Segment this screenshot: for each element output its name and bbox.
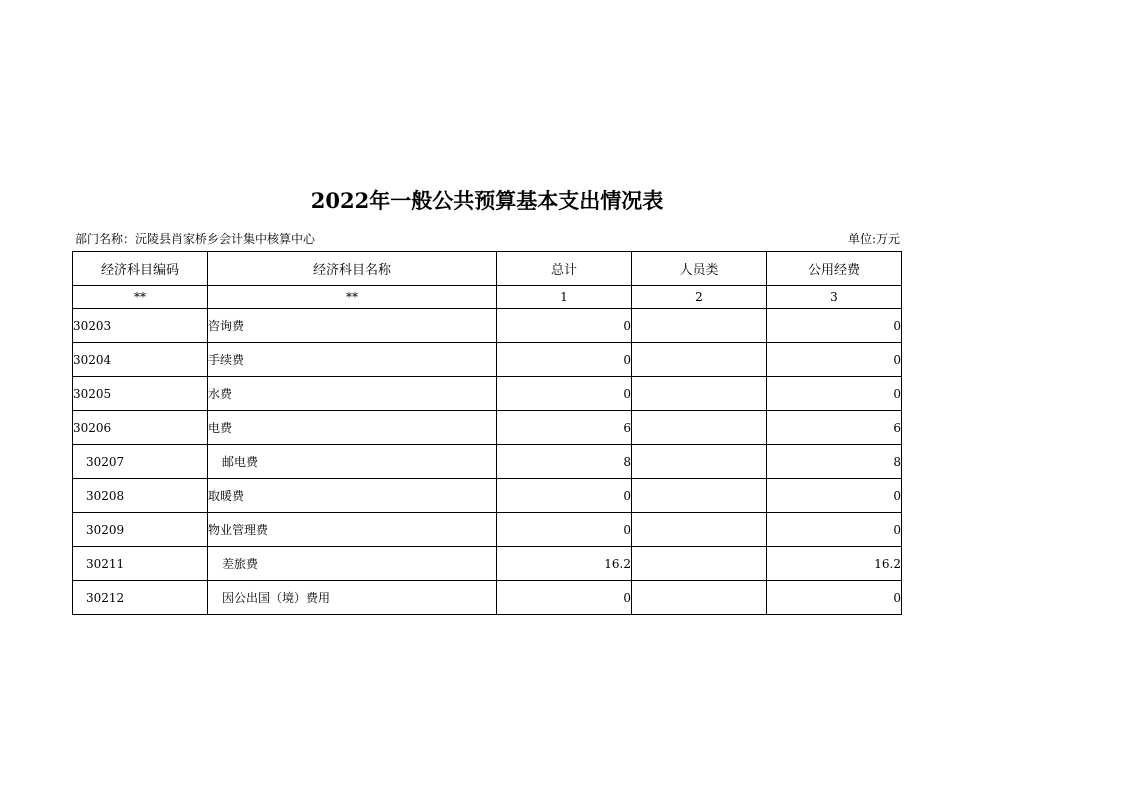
unit-label: 单位:万元 (847, 232, 900, 246)
total-cell: 0 (497, 479, 632, 513)
name-cell: 电费 (208, 411, 497, 445)
name-cell: 邮电费 (208, 445, 497, 479)
personnel-cell (632, 377, 767, 411)
personnel-cell (632, 479, 767, 513)
code-cell: 30205 (73, 377, 208, 411)
code-cell: 30212 (73, 581, 208, 615)
code-cell: 30203 (73, 309, 208, 343)
code-cell: 30206 (73, 411, 208, 445)
index-cell: 1 (497, 286, 632, 309)
public-cell: 8 (767, 445, 902, 479)
code-cell: 30209 (73, 513, 208, 547)
total-cell: 0 (497, 513, 632, 547)
index-cell: 2 (632, 286, 767, 309)
index-cell: 3 (767, 286, 902, 309)
code-cell: 30208 (73, 479, 208, 513)
department-name: 部门名称：沅陵县肖家桥乡会计集中核算中心 (75, 232, 316, 246)
personnel-cell (632, 547, 767, 581)
public-cell: 6 (767, 411, 902, 445)
name-cell: 水费 (208, 377, 497, 411)
column-header-public: 公用经费 (767, 252, 902, 286)
personnel-cell (632, 513, 767, 547)
public-cell: 0 (767, 479, 902, 513)
table-row (73, 377, 902, 411)
public-cell: 0 (767, 309, 902, 343)
table-row (73, 581, 902, 615)
public-cell: 0 (767, 377, 902, 411)
index-cell: ** (73, 286, 208, 309)
table-row (73, 343, 902, 377)
table-row (73, 411, 902, 445)
budget-table (72, 251, 902, 615)
code-cell: 30207 (73, 445, 208, 479)
public-cell: 16.2 (767, 547, 902, 581)
column-header-code: 经济科目编码 (73, 252, 208, 286)
personnel-cell (632, 445, 767, 479)
total-cell: 0 (497, 581, 632, 615)
table-index-row (73, 286, 902, 309)
total-cell: 6 (497, 411, 632, 445)
public-cell: 0 (767, 343, 902, 377)
name-cell: 手续费 (208, 343, 497, 377)
total-cell: 0 (497, 309, 632, 343)
column-header-total: 总计 (497, 252, 632, 286)
index-cell: ** (208, 286, 497, 309)
personnel-cell (632, 343, 767, 377)
table-row (73, 513, 902, 547)
table-row (73, 479, 902, 513)
page-title: 2022年一般公共预算基本支出情况表 (310, 188, 664, 213)
table-row (73, 547, 902, 581)
table-row (73, 309, 902, 343)
total-cell: 8 (497, 445, 632, 479)
name-cell: 咨询费 (208, 309, 497, 343)
column-header-personnel: 人员类 (632, 252, 767, 286)
personnel-cell (632, 581, 767, 615)
public-cell: 0 (767, 513, 902, 547)
code-cell: 30204 (73, 343, 208, 377)
personnel-cell (632, 411, 767, 445)
name-cell: 取暖费 (208, 479, 497, 513)
code-cell: 30211 (73, 547, 208, 581)
name-cell: 因公出国（境）费用 (208, 581, 497, 615)
total-cell: 16.2 (497, 547, 632, 581)
name-cell: 差旅费 (208, 547, 497, 581)
total-cell: 0 (497, 377, 632, 411)
table-row (73, 445, 902, 479)
total-cell: 0 (497, 343, 632, 377)
personnel-cell (632, 309, 767, 343)
column-header-name: 经济科目名称 (208, 252, 497, 286)
public-cell: 0 (767, 581, 902, 615)
table-header-row (73, 252, 902, 286)
name-cell: 物业管理费 (208, 513, 497, 547)
